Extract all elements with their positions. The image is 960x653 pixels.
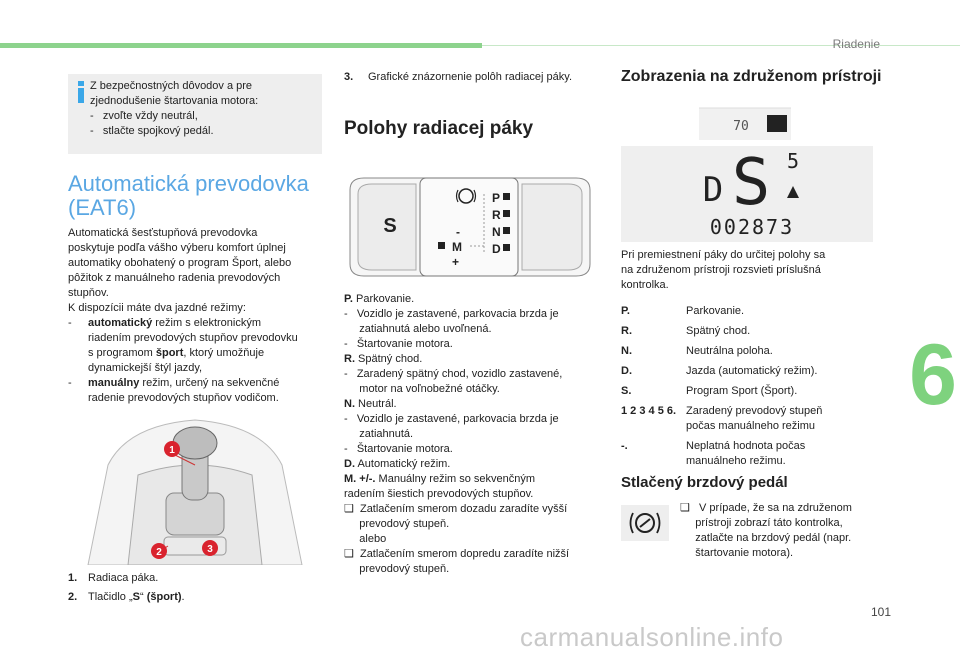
caption-text: (šport) (146, 591, 182, 603)
text-line (344, 502, 598, 517)
gear-positions-text (344, 292, 598, 577)
term: P. (344, 293, 353, 305)
display-top-block (767, 115, 787, 132)
callout-3 (202, 540, 218, 556)
indicator-p (503, 193, 510, 200)
definition-row (621, 344, 871, 359)
definition-row (621, 439, 871, 469)
caption-text: Grafické znázornenie polôh radiacej páky. (368, 71, 573, 83)
text-line (344, 322, 598, 337)
term: R. (621, 325, 632, 337)
desc: prevodový stupeň. (344, 518, 450, 530)
term: D. (621, 365, 632, 377)
term: -. (621, 440, 628, 452)
desc: Spätný chod. (355, 353, 423, 365)
display-odometer: 002873 (709, 215, 795, 239)
desc: radením šiestich prevodových stupňov. (344, 488, 534, 500)
bullet: - (68, 317, 72, 329)
desc: počas manuálneho režimu (686, 420, 816, 432)
desc: Manuálny režim so sekvenčným (375, 473, 536, 485)
text-line (344, 442, 598, 457)
callout-2 (151, 543, 167, 559)
text-line (344, 517, 598, 532)
desc: - Štartovanie motora. (344, 338, 453, 350)
desc: Program Sport (Šport). (686, 385, 798, 397)
desc: Parkovanie. (352, 293, 415, 305)
text-line (344, 292, 598, 307)
definition-row (621, 304, 871, 319)
definition-row (621, 324, 871, 339)
indicator-definitions (621, 304, 871, 474)
caption-text: Radiaca páka. (88, 572, 159, 584)
desc: ❑ Zatlačením smerom dopredu zaradíte nižší (344, 548, 570, 560)
text-line (344, 337, 598, 352)
desc: - Vozidlo je zastavené, parkovacia brzda je (344, 413, 559, 425)
watermark: carmanualsonline.info (520, 622, 784, 652)
text-line: stupňov. (68, 287, 109, 299)
caption-text: “ (139, 591, 147, 603)
text-line (344, 427, 598, 442)
definition-row (621, 364, 871, 379)
term: S. (621, 385, 632, 397)
desc: Spätný chod. (686, 325, 751, 337)
mode-item-manual (68, 376, 330, 406)
indicator-n (503, 227, 510, 234)
indicator-m (438, 242, 445, 249)
text-line (344, 457, 598, 472)
mode-name: automatický (88, 317, 153, 329)
text-line: režim s elektronickým (152, 317, 261, 329)
section-name: Riadenie (832, 37, 880, 51)
term: 1 2 3 4 5 6. (621, 405, 677, 417)
brake-pedal-warning-icon (621, 505, 669, 541)
figure-caption-3 (344, 70, 596, 85)
section-title: Polohy radiacej páky (344, 118, 534, 139)
gear-d-label: D (492, 242, 501, 256)
callout-label: 1 (169, 445, 175, 456)
text-line (344, 547, 598, 562)
text-line: prístroji zobrazí táto kontrolka, (680, 517, 843, 529)
instrument-cluster-display (621, 106, 873, 244)
desc: Zaradený prevodový stupeň (686, 405, 823, 417)
caption-text: . (181, 591, 185, 603)
term: R. (344, 353, 355, 365)
indicator-d (503, 244, 510, 251)
gear-m-label: M (452, 240, 462, 254)
text-line (344, 367, 598, 382)
gear-plus-label: + (452, 255, 460, 269)
desc: Neutrálna poloha. (686, 345, 773, 357)
desc: motor na voľnobežné otáčky. (344, 383, 500, 395)
desc: Neutrál. (355, 398, 397, 410)
desc: ❑ Zatlačením smerom dozadu zaradíte vyšší (344, 503, 568, 515)
desc: zatiahnutá alebo uvoľnená. (344, 323, 492, 335)
text-line (344, 412, 598, 427)
text-line: radenie prevodových stupňov vodičom. (88, 392, 279, 404)
text-line (344, 382, 598, 397)
figure-captions (68, 571, 330, 605)
chapter-number: 6 (909, 327, 957, 423)
title-line: (EAT6) (68, 195, 137, 220)
mode-name: šport (155, 347, 184, 359)
caption-number: 3. (344, 71, 354, 83)
caption-text: S (132, 591, 140, 603)
text-line (344, 472, 598, 487)
text-line: ❑ V prípade, že sa na združenom (680, 502, 852, 514)
text-line: na združenom prístroji rozsvieti príslušná (621, 264, 821, 276)
desc: prevodový stupeň. (344, 563, 450, 575)
definition-row (621, 404, 871, 434)
bullet: - (68, 377, 72, 389)
brake-text (680, 501, 880, 561)
caption-item (68, 571, 330, 586)
desc: Neplatná hodnota počas (686, 440, 806, 452)
subsection-title: Stlačený brzdový pedál (621, 474, 788, 491)
display-top-value: 70 (733, 119, 749, 134)
callout-label: 2 (156, 547, 162, 558)
text-line (344, 397, 598, 412)
gear-n-label: N (492, 225, 501, 239)
caption-number: 1. (68, 572, 78, 584)
callout-label: 3 (207, 544, 213, 555)
text-line: kontrolka. (621, 279, 669, 291)
text-line: pôžitok z manuálneho radenia prevodových (68, 272, 281, 284)
term: N. (621, 345, 632, 357)
text-line: poskytuje podľa vášho výberu komfort úplnej (68, 242, 286, 254)
caption-item (68, 590, 330, 605)
text-line: Automatická šesťstupňová prevodovka (68, 227, 258, 239)
cluster-intro (621, 248, 871, 293)
title-line: Automatická prevodovka (68, 171, 309, 196)
section-title (68, 172, 309, 220)
desc: zatiahnutá. (344, 428, 414, 440)
header-bar (0, 43, 482, 48)
text-line: automatiky obohatený o program Šport, alebo (68, 257, 292, 269)
info-text (90, 79, 258, 139)
caption-number: 2. (68, 591, 78, 603)
term: M. +/-. (344, 473, 376, 485)
desc: Parkovanie. (686, 305, 745, 317)
text-line: riadením prevodových stupňov prevodovku (88, 332, 298, 344)
caption-text: Tlačidlo „ (88, 591, 133, 603)
text-line: s programom (88, 347, 156, 359)
text-line: zatlačte na brzdový pedál (napr. (680, 532, 852, 544)
text-line (344, 352, 598, 367)
desc: manuálneho režimu. (686, 455, 786, 467)
section-title: Zobrazenia na združenom prístroji (621, 68, 882, 85)
term: D. (344, 458, 355, 470)
definition-row (621, 384, 871, 399)
text-line (344, 532, 598, 547)
text-line: Pri premiestnení páky do určitej polohy sa (621, 249, 826, 261)
text-line: dynamickejší štýl jazdy, (88, 362, 203, 374)
sport-button-label: S (383, 215, 397, 237)
indicator-r (503, 210, 510, 217)
info-icon (78, 81, 84, 103)
gear-selector-panel (344, 172, 596, 282)
gear-minus-label: - (456, 225, 460, 239)
info-line: zjednodušenie štartovania motora: (90, 95, 259, 107)
gear-r-label: R (492, 208, 501, 222)
text-line: , ktorý umožňuje (183, 347, 265, 359)
display-big-gear: S (731, 146, 771, 220)
desc: - Zaradený spätný chod, vozidlo zastavené, (344, 368, 563, 380)
info-line: Z bezpečnostných dôvodov a pre (90, 80, 253, 92)
desc: - Štartovanie motora. (344, 443, 453, 455)
mode-item-automatic (68, 316, 330, 376)
desc: Jazda (automatický režim). (686, 365, 818, 377)
page-number: 101 (870, 605, 891, 619)
mode-name: manuálny (88, 377, 140, 389)
text-line: režim, určený na sekvenčné (139, 377, 280, 389)
text-line (344, 487, 598, 502)
info-box (68, 74, 322, 154)
info-line: - stlačte spojkový pedál. (90, 125, 214, 137)
header-rule (482, 45, 960, 46)
text-line (344, 307, 598, 322)
display-gear-mode: D (702, 170, 724, 210)
display-small-gear: 5 (786, 149, 800, 173)
text-line: štartovanie motora). (680, 547, 794, 559)
term: N. (344, 398, 355, 410)
desc: alebo (344, 533, 387, 545)
text-line (344, 562, 598, 577)
gear-p-label: P (492, 191, 501, 205)
info-line: - zvoľte vždy neutrál, (90, 110, 198, 122)
intro-text (68, 226, 330, 406)
desc: - Vozidlo je zastavené, parkovacia brzda je (344, 308, 559, 320)
gear-lever-illustration (68, 405, 322, 565)
desc: Automatický režim. (355, 458, 451, 470)
callout-1 (164, 441, 180, 457)
term: P. (621, 305, 630, 317)
text-line: K dispozícii máte dva jazdné režimy: (68, 302, 246, 314)
